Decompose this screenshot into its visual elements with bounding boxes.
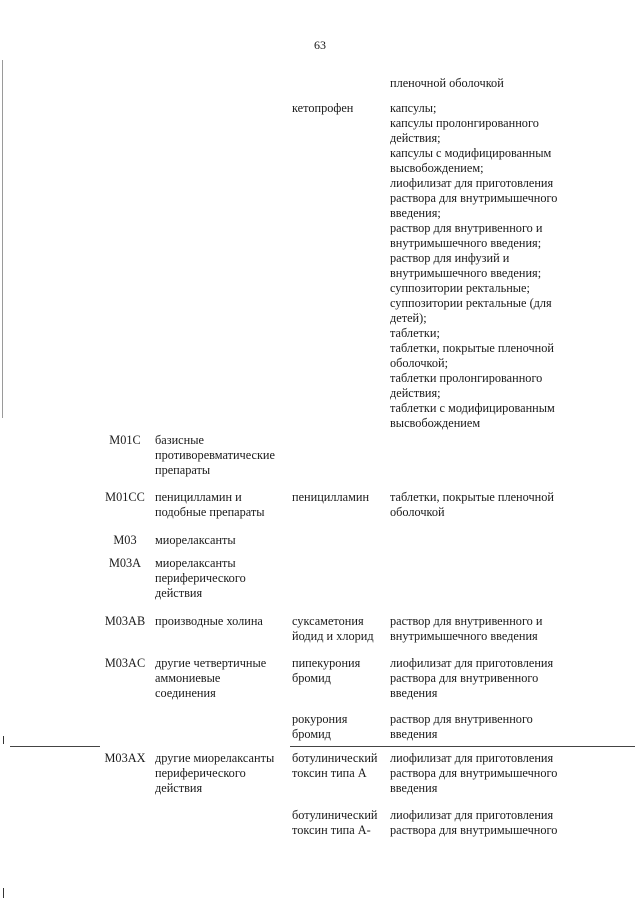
drug-name: ботулинический токсин типа А-	[292, 808, 378, 837]
horizontal-divider	[10, 746, 100, 747]
group-name: другие четвертичные аммониевые соединения	[155, 656, 267, 700]
left-margin-line	[2, 60, 3, 418]
dosage-form: капсулы; капсулы пролонгированного действия; капсулы с модифицированным высвобождением; лиофилизат для приготовления раствора для внутримышечного введения; раствор для внутривенного и внутримышечного введения; раствор для инфузий и внутримышечного введения; суппозитории ректальные; суппозитории ректальные (для детей); таблетки; таблетки, покрытые пленочной оболочкой; таблетки пролонгированного действия; таблетки с модифицированным высвобождением	[390, 101, 558, 430]
group-name: базисные противоревматические препараты	[155, 433, 275, 477]
page-number: 63	[314, 38, 326, 52]
horizontal-divider	[290, 746, 635, 747]
atc-code: M03A	[108, 556, 142, 570]
atc-code: M01CC	[105, 490, 145, 504]
drug-name: суксаметония йодид и хлорид	[292, 614, 374, 643]
drug-name: рокурония бромид	[292, 712, 348, 741]
group-name: миорелаксанты	[155, 533, 236, 547]
dosage-form: раствор для внутривенного введения	[390, 712, 533, 741]
drug-name: пеницилламин	[292, 490, 370, 504]
atc-code: M03AX	[104, 751, 146, 765]
scan-mark	[3, 888, 4, 898]
group-name: производные холина	[155, 614, 263, 628]
group-name: пеницилламин и подобные препараты	[155, 490, 265, 519]
atc-code: M01C	[109, 433, 141, 447]
dosage-form: пленочной оболочкой	[390, 76, 504, 90]
dosage-form: раствор для внутривенного и внутримышечного введения	[390, 614, 543, 643]
drug-name: кетопрофен	[292, 101, 354, 115]
dosage-form: таблетки, покрытые пленочной оболочкой	[390, 490, 554, 519]
group-name: другие миорелаксанты периферического действия	[155, 751, 275, 795]
atc-code: M03AB	[104, 614, 146, 628]
group-name: миорелаксанты периферического действия	[155, 556, 246, 600]
atc-code: M03AC	[104, 656, 146, 670]
drug-name: пипекурония бромид	[292, 656, 361, 685]
drug-name: ботулинический токсин типа А	[292, 751, 378, 780]
dosage-form: лиофилизат для приготовления раствора для внутримышечного введения	[390, 751, 558, 795]
scan-mark	[3, 736, 4, 744]
dosage-form: лиофилизат для приготовления раствора для внутримышечного	[390, 808, 558, 837]
dosage-form: лиофилизат для приготовления раствора для внутривенного введения	[390, 656, 554, 700]
atc-code: M03	[113, 533, 137, 547]
